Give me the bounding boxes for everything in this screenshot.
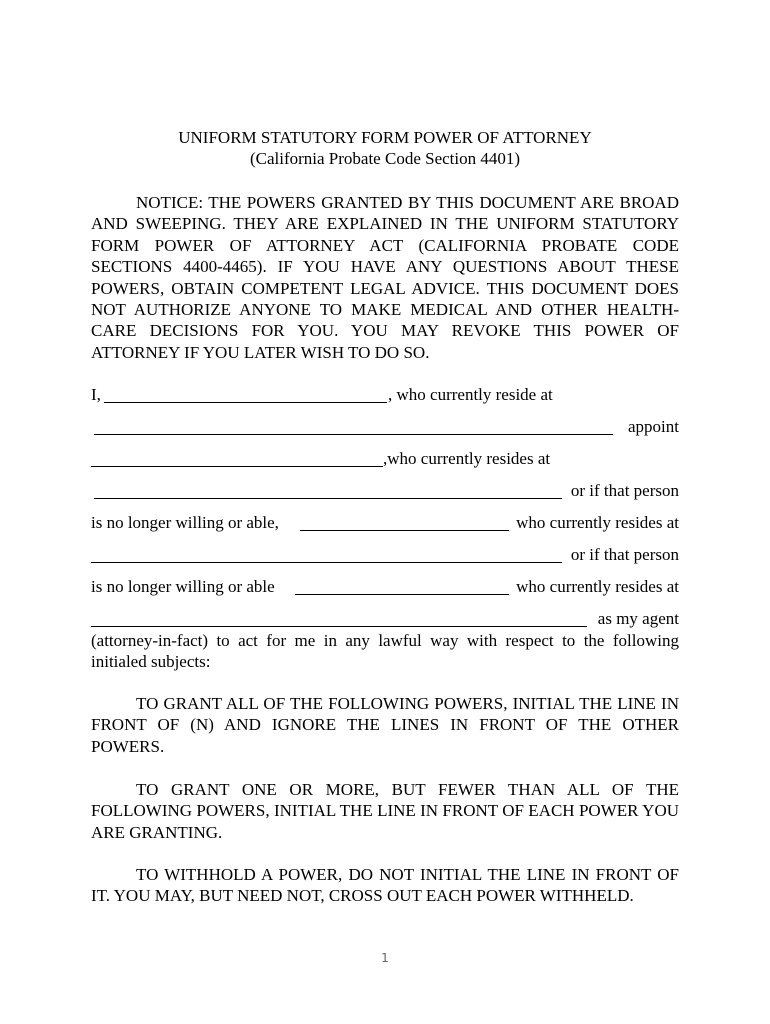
agent-address-line	[91, 480, 679, 502]
alternate-agent-line-1	[91, 512, 679, 534]
principal-address-line	[91, 416, 679, 438]
agent-address-field[interactable]	[94, 498, 562, 499]
alternate-agent-name-field-2[interactable]	[295, 594, 509, 595]
principal-prefix: I,	[91, 385, 101, 404]
no-longer-label-2: is no longer willing or able	[91, 577, 275, 596]
alternate-address-field-2[interactable]	[91, 626, 587, 627]
notice-paragraph: NOTICE: THE POWERS GRANTED BY THIS DOCUMENT ARE BROAD AND SWEEPING. THEY ARE EXPLAINED IN THE UNIFORM STATUTORY FORM POWER OF ATTORNEY ACT (CALIFORNIA PROBATE CODE SECTIONS 4400-4465). IF YOU HAVE ANY QUESTIONS ABOUT THESE POWERS, OBTAIN COMPETENT LEGAL ADVICE. THIS DOCUMENT DOES NOT AUTHORIZE ANYONE TO MAKE MEDICAL AND OTHER HEALTH-CARE DECISIONS FOR YOU. YOU MAY REVOKE THIS POWER OF ATTORNEY IF YOU LATER WISH TO DO SO.	[91, 193, 679, 362]
resides-at-label-2: who currently resides at	[516, 577, 679, 596]
alternate-agent-line-2	[91, 576, 679, 598]
resides-at-label-1: who currently resides at	[516, 513, 679, 532]
document-subtitle: (California Probate Code Section 4401)	[249, 149, 521, 168]
no-longer-label-1: is no longer willing or able,	[91, 513, 279, 532]
alternate-address-line-2	[91, 608, 679, 630]
reside-at-label: , who currently reside at	[388, 385, 553, 404]
alternate-agent-name-field-1[interactable]	[300, 530, 509, 531]
principal-name-field[interactable]	[104, 402, 387, 403]
appoint-label: appoint	[628, 417, 679, 436]
agent-name-field[interactable]	[91, 466, 383, 467]
principal-address-field[interactable]	[94, 434, 613, 435]
agent-resides-label: ,who currently resides at	[383, 449, 551, 468]
or-if-person-label-1: or if that person	[570, 481, 679, 500]
alternate-address-field-1[interactable]	[91, 562, 562, 563]
alternate-address-line-1	[91, 544, 679, 566]
grant-all-instruction: TO GRANT ALL OF THE FOLLOWING POWERS, INITIAL THE LINE IN FRONT OF (N) AND IGNORE THE LINES IN FRONT OF THE OTHER POWERS.	[91, 694, 679, 756]
page-number: 1	[381, 951, 389, 965]
withhold-instruction: TO WITHHOLD A POWER, DO NOT INITIAL THE LINE IN FRONT OF IT. YOU MAY, BUT NEED NOT, CROSS OUT EACH POWER WITHHELD.	[91, 865, 679, 906]
principal-line	[91, 384, 679, 406]
grant-some-instruction: TO GRANT ONE OR MORE, BUT FEWER THAN ALL OF THE FOLLOWING POWERS, INITIAL THE LINE IN FRONT OF EACH POWER YOU ARE GRANTING.	[91, 780, 679, 842]
agent-line	[91, 448, 679, 470]
document-title: UNIFORM STATUTORY FORM POWER OF ATTORNEY	[178, 128, 592, 147]
as-my-agent-label: as my agent	[597, 609, 679, 628]
or-if-person-label-2: or if that person	[570, 545, 679, 564]
attorney-in-fact-text: (attorney-in-fact) to act for me in any lawful way with respect to the following initialed subjects:	[91, 631, 679, 672]
